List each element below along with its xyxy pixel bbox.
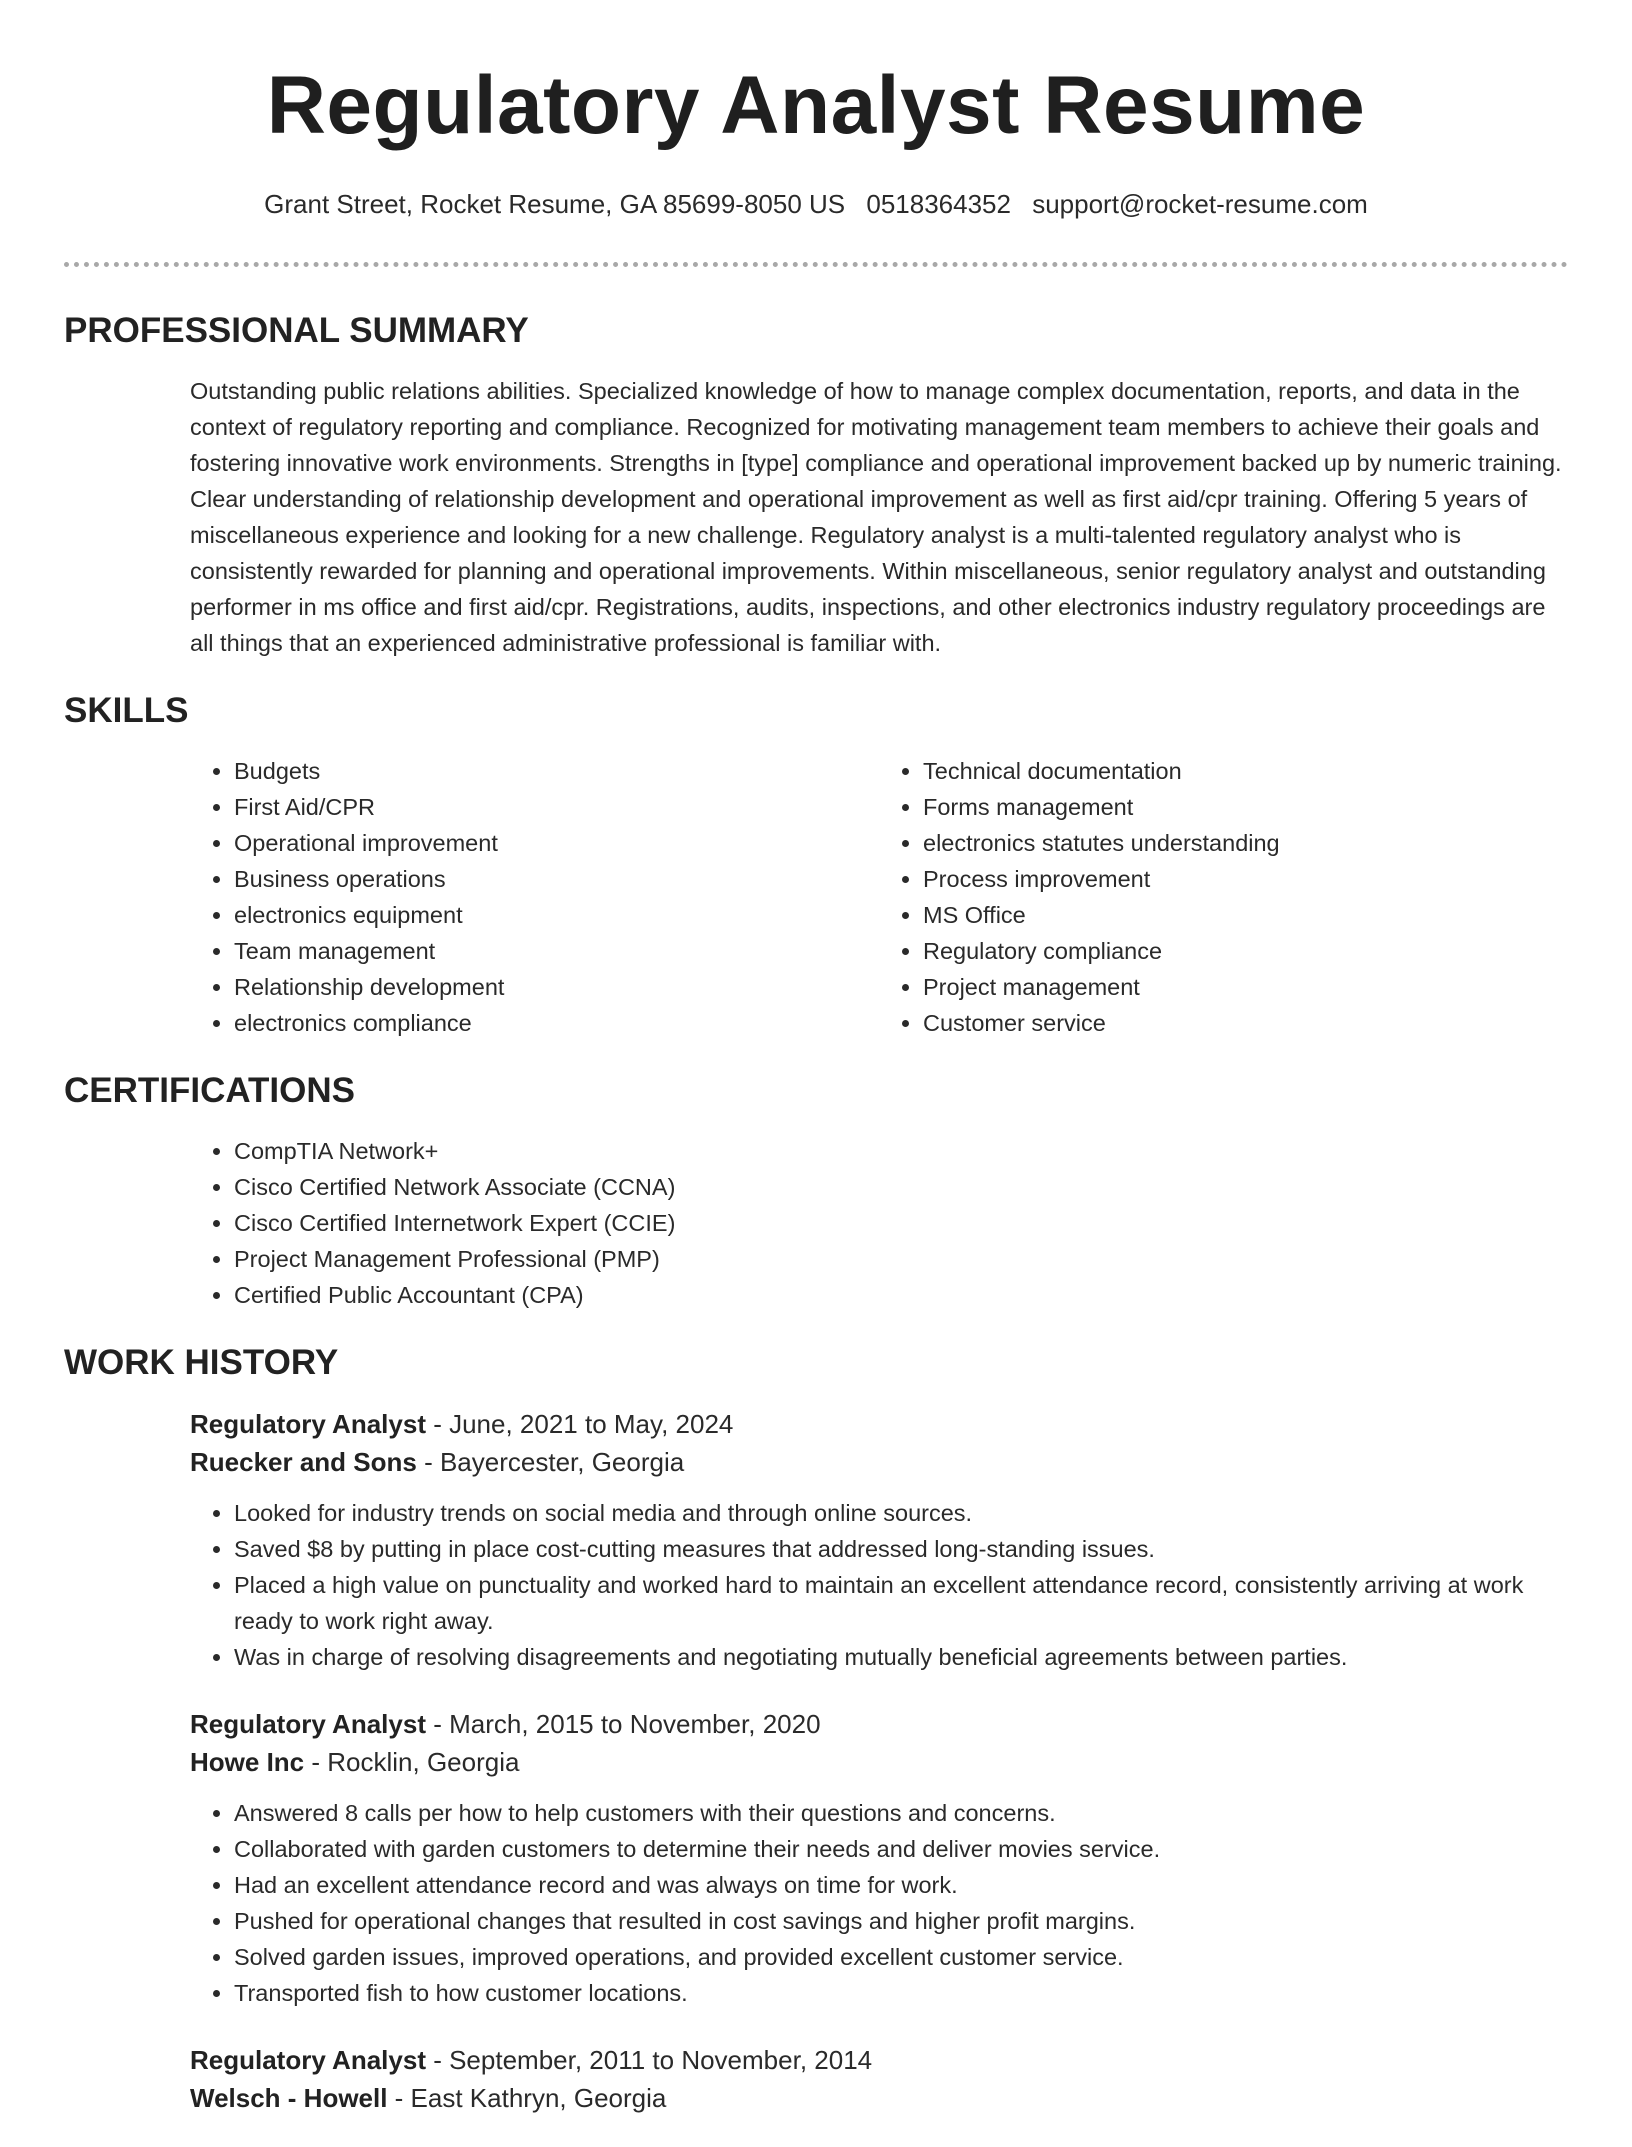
- skill-item: • Budgets: [234, 753, 879, 789]
- summary-heading: PROFESSIONAL SUMMARY: [64, 311, 529, 350]
- skill-item: • MS Office: [923, 897, 1568, 933]
- skill-item: • Process improvement: [923, 861, 1568, 897]
- job-company: Ruecker and Sons: [190, 1447, 417, 1477]
- certification-item: • Certified Public Accountant (CPA): [234, 1277, 1568, 1313]
- certification-item: • Project Management Professional (PMP): [234, 1241, 1568, 1277]
- skill-item: • electronics statutes understanding: [923, 825, 1568, 861]
- skill-item: • electronics compliance: [234, 1005, 879, 1041]
- skill-item: • Customer service: [923, 1005, 1568, 1041]
- skill-item: • Forms management: [923, 789, 1568, 825]
- certification-item: • Cisco Certified Network Associate (CCNA): [234, 1169, 1568, 1205]
- certification-item: • Cisco Certified Internetwork Expert (CCIE): [234, 1205, 1568, 1241]
- job-bullets: [190, 1495, 1568, 1675]
- work-history-heading: WORK HISTORY: [64, 1343, 339, 1382]
- job-location: - East Kathryn, Georgia: [387, 2083, 667, 2113]
- job-company-line: [190, 1443, 1568, 1481]
- job-bullet: • Solved garden issues, improved operations, and provided excellent customer service.: [234, 1939, 1568, 1975]
- skill-item: • Project management: [923, 969, 1568, 1005]
- contact-phone: 0518364352: [866, 189, 1011, 219]
- job-entry: [190, 2041, 1568, 2117]
- job-location: - Rocklin, Georgia: [304, 1747, 520, 1777]
- job-bullet: • Placed a high value on punctuality and worked hard to maintain an excellent attendance record, consistently arriving at work ready to work right away.: [234, 1567, 1568, 1639]
- job-title-line: [190, 1405, 1568, 1443]
- job-title: Regulatory Analyst: [190, 2045, 426, 2075]
- certifications-list: [190, 1133, 1568, 1313]
- job-bullets: [190, 1795, 1568, 2011]
- resume-page: [64, 0, 1568, 2147]
- header-divider: [64, 262, 1568, 267]
- summary-text: Outstanding public relations abilities. Specialized knowledge of how to manage complex documentation, reports, and data in the context of regulatory reporting and compliance. Recognized for motivating management team members to achieve their goals and fostering innovative work environments. Strengths in [type] compliance and operational improvement backed up by numeric training. Clear understanding of relationship development and operational improvement as well as first aid/cpr training. Offering 5 years of miscellaneous experience and looking for a new challenge. Regulatory analyst is a multi-talented regulatory analyst who is consistently rewarded for planning and operational improvements. Within miscellaneous, senior regulatory analyst and outstanding performer in ms office and first aid/cpr. Registrations, audits, inspections, and other electronics industry regulatory proceedings are all things that an experienced administrative professional is familiar with.: [190, 378, 1562, 656]
- job-bullet: • Answered 8 calls per how to help customers with their questions and concerns.: [234, 1795, 1568, 1831]
- job-title-line: [190, 1705, 1568, 1743]
- job-bullet: • Was in charge of resolving disagreements and negotiating mutually beneficial agreements between parties.: [234, 1639, 1568, 1675]
- job-bullet: • Transported fish to how customer locations.: [234, 1975, 1568, 2011]
- job-dates: - March, 2015 to November, 2020: [425, 1709, 821, 1739]
- contact-address: Grant Street, Rocket Resume, GA 85699-8050 US: [264, 189, 846, 219]
- job-entry: [190, 1405, 1568, 1675]
- skill-item: • First Aid/CPR: [234, 789, 879, 825]
- certifications-heading: CERTIFICATIONS: [64, 1071, 356, 1110]
- resume-title: Regulatory Analyst Resume: [266, 60, 1366, 151]
- job-bullet: • Had an excellent attendance record and was always on time for work.: [234, 1867, 1568, 1903]
- job-dates: - September, 2011 to November, 2014: [425, 2045, 873, 2075]
- contact-email: support@rocket-resume.com: [1032, 189, 1368, 219]
- skills-heading: SKILLS: [64, 691, 189, 730]
- skills-left-column: [190, 753, 879, 1041]
- skill-item: • Operational improvement: [234, 825, 879, 861]
- job-title-line: [190, 2041, 1568, 2079]
- skill-item: • Regulatory compliance: [923, 933, 1568, 969]
- skills-right-column: [879, 753, 1568, 1041]
- contact-line: [64, 188, 1568, 220]
- skill-item: • Team management: [234, 933, 879, 969]
- skill-item: • Technical documentation: [923, 753, 1568, 789]
- job-dates: - June, 2021 to May, 2024: [425, 1409, 734, 1439]
- skill-item: • Relationship development: [234, 969, 879, 1005]
- job-location: - Bayercester, Georgia: [416, 1447, 685, 1477]
- job-bullet: • Pushed for operational changes that resulted in cost savings and higher profit margins.: [234, 1903, 1568, 1939]
- job-bullet: • Collaborated with garden customers to determine their needs and deliver movies service.: [234, 1831, 1568, 1867]
- skills-list: [64, 753, 1568, 1041]
- skill-item: • electronics equipment: [234, 897, 879, 933]
- job-title: Regulatory Analyst: [190, 1709, 426, 1739]
- certification-item: • CompTIA Network+: [234, 1133, 1568, 1169]
- job-company: Welsch - Howell: [190, 2083, 388, 2113]
- job-bullet: • Looked for industry trends on social media and through online sources.: [234, 1495, 1568, 1531]
- skill-item: • Business operations: [234, 861, 879, 897]
- job-bullet: • Saved $8 by putting in place cost-cutting measures that addressed long-standing issues.: [234, 1531, 1568, 1567]
- job-company-line: [190, 2079, 1568, 2117]
- job-entry: [190, 1705, 1568, 2011]
- job-company: Howe Inc: [190, 1747, 305, 1777]
- job-company-line: [190, 1743, 1568, 1781]
- job-title: Regulatory Analyst: [190, 1409, 426, 1439]
